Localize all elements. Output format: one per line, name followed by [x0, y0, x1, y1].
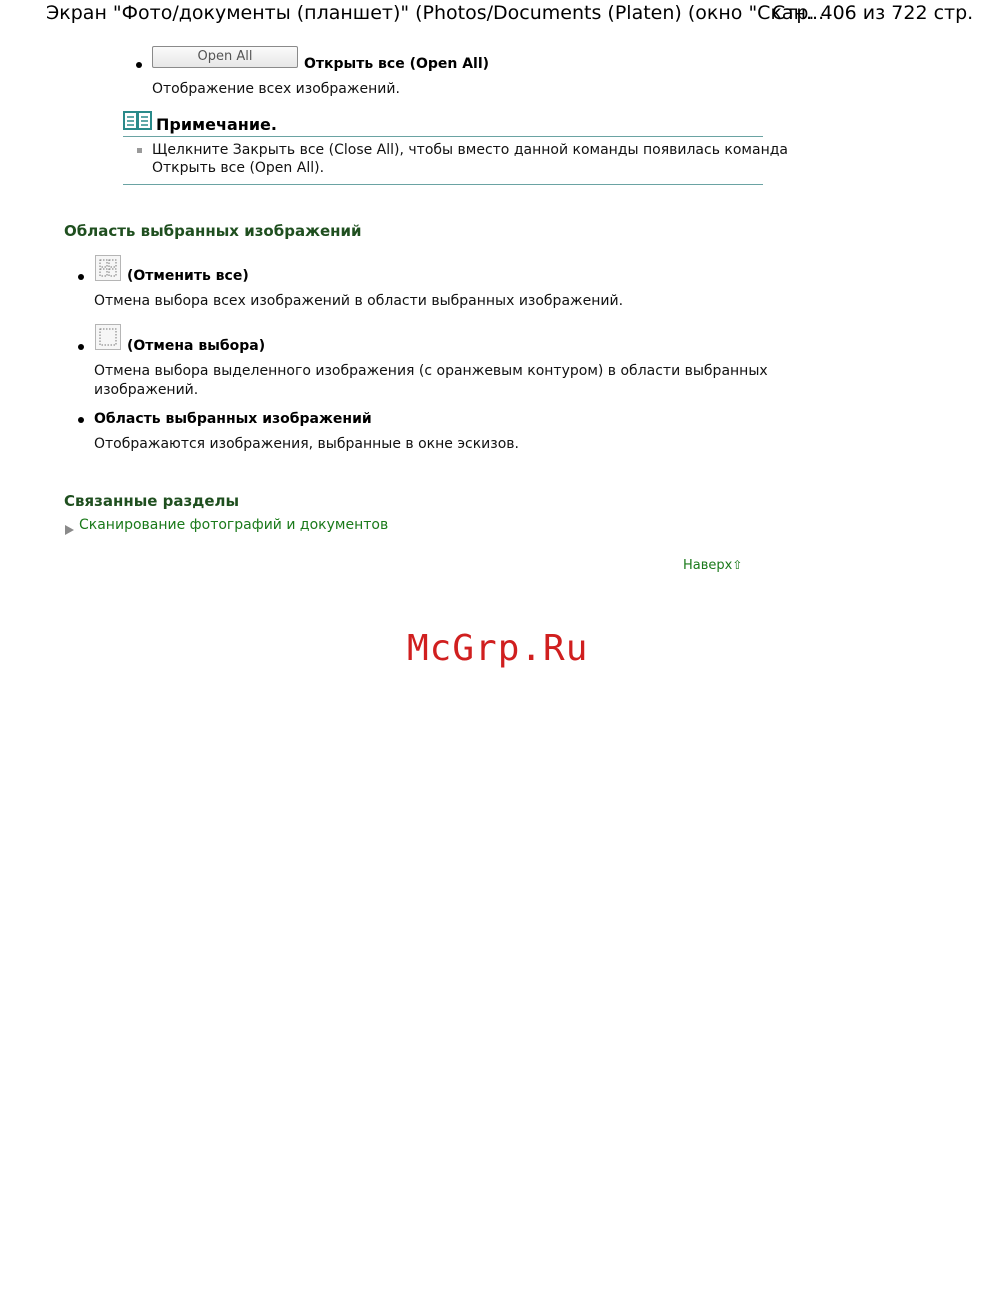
note-bottom-rule	[123, 184, 763, 185]
bullet	[78, 417, 84, 423]
back-to-top-link[interactable]	[683, 554, 742, 573]
deselect-all-label: (Отменить все)	[127, 268, 249, 284]
back-to-top-label: Наверх	[683, 558, 733, 573]
arrow-up-icon: ⇧	[732, 558, 743, 572]
related-heading: Связанные разделы	[64, 492, 240, 510]
deselect-description-line1: Отмена выбора выделенного изображения (с оранжевым контуром) в области выбранных	[94, 363, 768, 379]
bullet	[136, 62, 142, 68]
bullet	[78, 274, 84, 280]
bullet	[78, 344, 84, 350]
open-all-description: Отображение всех изображений.	[152, 81, 400, 97]
triangle-right-icon	[65, 520, 74, 539]
deselect-label: (Отмена выбора)	[127, 338, 266, 354]
deselect-all-icon	[95, 255, 121, 281]
note-text-line2: Открыть все (Open All).	[152, 160, 325, 176]
document-title: Экран "Фото/документы (планшет)" (Photos/Documents (Platen) (окно "Скан...	[46, 2, 825, 24]
selected-area-item-description: Отображаются изображения, выбранные в окне эскизов.	[94, 436, 519, 452]
open-all-button[interactable]: Open All	[152, 46, 298, 68]
selected-area-heading: Область выбранных изображений	[64, 222, 362, 240]
watermark: McGrp.Ru	[407, 628, 589, 669]
related-link[interactable]: Сканирование фотографий и документов	[79, 517, 389, 533]
note-book-icon	[123, 111, 153, 135]
note-bullet	[137, 148, 142, 153]
deselect-all-description: Отмена выбора всех изображений в области выбранных изображений.	[94, 293, 624, 309]
page-counter: Стр. 406 из 722 стр.	[772, 2, 974, 24]
selected-area-item-label: Область выбранных изображений	[94, 411, 372, 427]
note-text-line1: Щелкните Закрыть все (Close All), чтобы вместо данной команды появилась команда	[152, 142, 788, 158]
deselect-icon	[95, 324, 121, 350]
note-title: Примечание.	[156, 115, 277, 134]
deselect-description-line2: изображений.	[94, 382, 199, 398]
note-top-rule	[123, 136, 763, 137]
open-all-label: Открыть все (Open All)	[304, 56, 490, 72]
